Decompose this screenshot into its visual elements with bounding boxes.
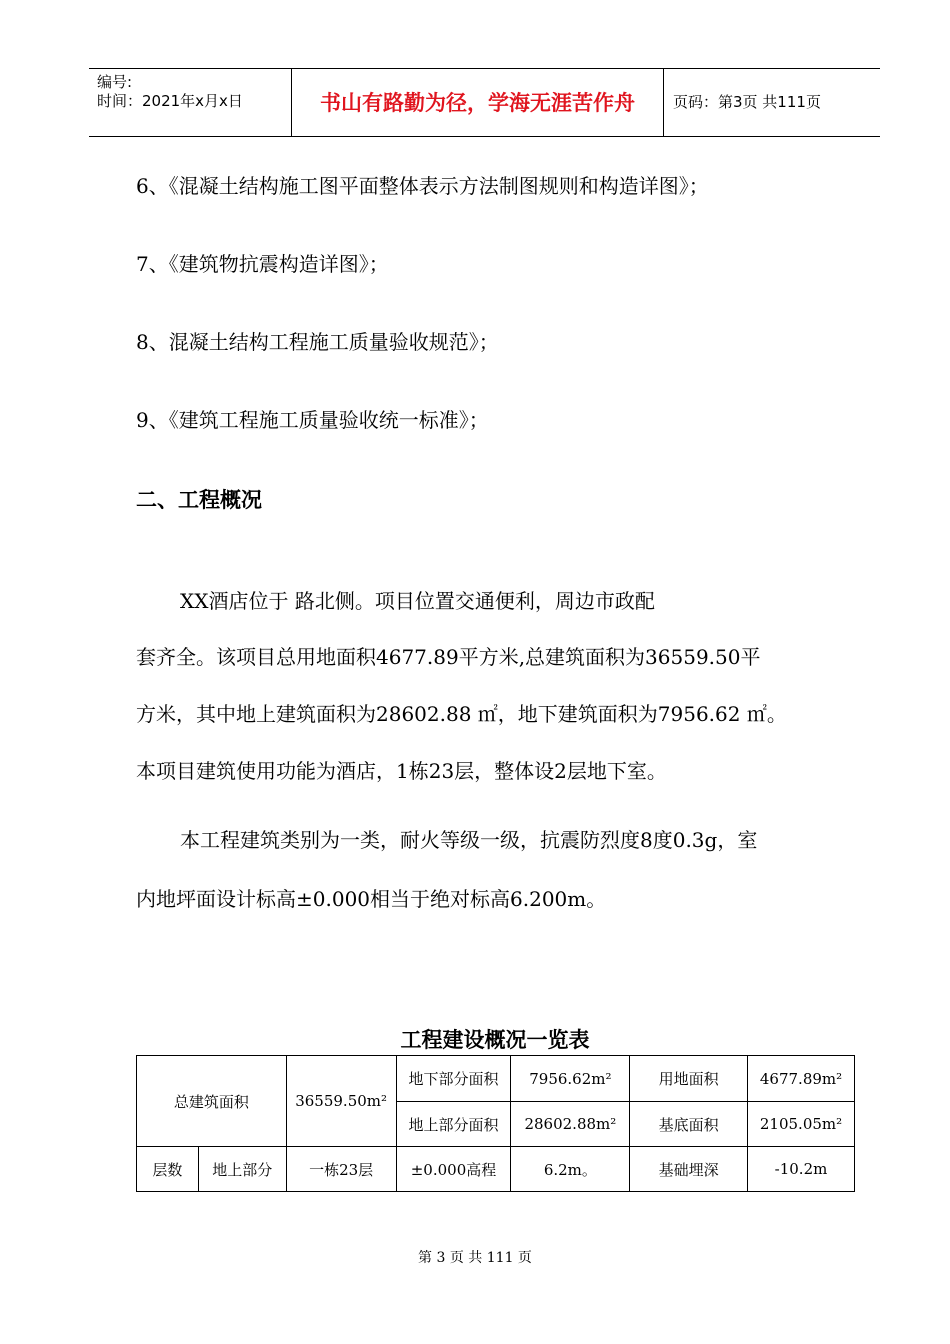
table-cell: 层数 xyxy=(137,1147,199,1192)
header-number: 编号: xyxy=(97,73,133,91)
header-meta xyxy=(97,73,292,111)
page-number: 第 3 页 共 111 页 xyxy=(418,1250,532,1266)
reference-item: 7、《建筑物抗震构造详图》； xyxy=(136,252,389,276)
table-cell: -10.2m xyxy=(748,1147,855,1192)
header-date: 时间：2021年x月x日 xyxy=(97,92,243,110)
table-cell: 36559.50m² xyxy=(286,1056,396,1147)
reference-item: 9、《建筑工程施工质量验收统一标准》； xyxy=(136,408,489,432)
table-title: 工程建设概况一览表 xyxy=(400,1028,590,1052)
page-footer xyxy=(0,1247,950,1267)
paragraph-line: 方米，其中地上建筑面积为28602.88 ㎡，地下建筑面积为7956.62 ㎡。 xyxy=(136,702,787,726)
header-motto: 书山有路勤为径，学海无涯苦作舟 xyxy=(320,91,635,115)
reference-item: 8、混凝土结构工程施工质量验收规范》； xyxy=(136,330,499,354)
header-divider xyxy=(663,69,664,136)
table-cell: 基础埋深 xyxy=(630,1147,748,1192)
table-cell: 用地面积 xyxy=(630,1056,748,1102)
table-cell: 6.2m。 xyxy=(511,1147,630,1192)
table-cell: 地上部分 xyxy=(198,1147,286,1192)
paragraph-line: 内地坪面设计标高±0.000相当于绝对标高6.200m。 xyxy=(136,887,607,911)
header-page-info: 页码：第3页 共111页 xyxy=(673,93,821,111)
table-cell: 基底面积 xyxy=(630,1102,748,1147)
table-cell: 2105.05m² xyxy=(748,1102,855,1147)
table-cell: ±0.000高程 xyxy=(396,1147,511,1192)
reference-item: 6、《混凝土结构施工图平面整体表示方法制图规则和构造详图》； xyxy=(136,174,709,198)
table-cell: 一栋23层 xyxy=(286,1147,396,1192)
paragraph-line: 套齐全。该项目总用地面积4677.89平方米,总建筑面积为36559.50平 xyxy=(136,645,761,669)
paragraph-line: 本项目建筑使用功能为酒店，1栋23层，整体设2层地下室。 xyxy=(136,759,667,783)
page-header xyxy=(89,68,880,137)
table-cell: 28602.88m² xyxy=(511,1102,630,1147)
paragraph-line: XX酒店位于 路北侧。项目位置交通便利，周边市政配 xyxy=(180,589,655,613)
section-heading: 二、工程概况 xyxy=(136,488,262,512)
project-overview-table xyxy=(136,1055,855,1192)
table-cell: 总建筑面积 xyxy=(137,1056,287,1147)
paragraph-line: 本工程建筑类别为一类，耐火等级一级，抗震防烈度8度0.3g，室 xyxy=(180,828,758,852)
table-cell: 7956.62m² xyxy=(511,1056,630,1102)
table-cell: 地上部分面积 xyxy=(396,1102,511,1147)
table-cell: 地下部分面积 xyxy=(396,1056,511,1102)
table-cell: 4677.89m² xyxy=(748,1056,855,1102)
